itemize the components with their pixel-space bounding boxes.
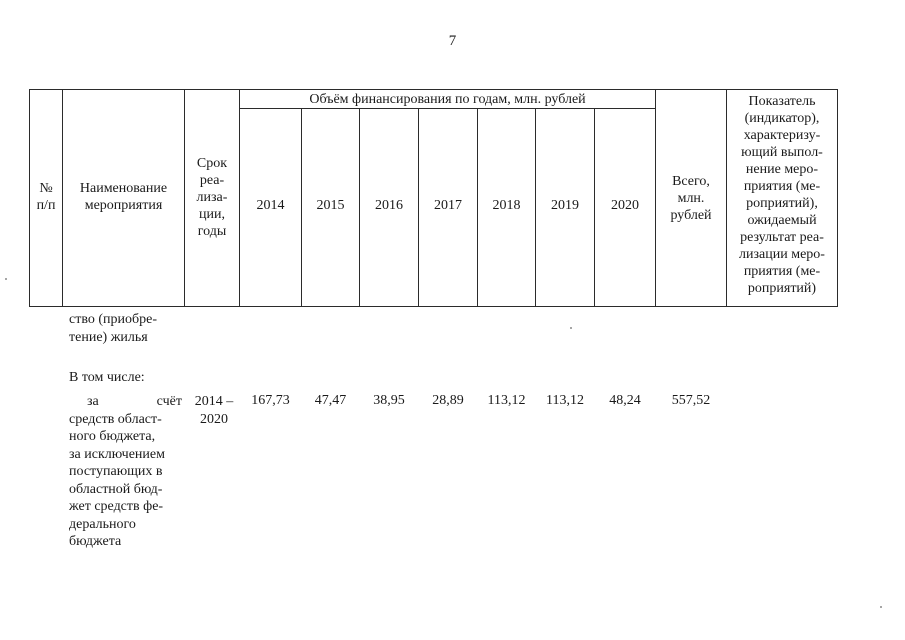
scan-speck <box>570 327 572 329</box>
row-name-line: дерального <box>69 516 136 532</box>
row-value: 28,89 <box>432 393 464 408</box>
row-term-line: 2020 <box>200 411 228 427</box>
row-term <box>188 393 240 428</box>
header-num <box>29 180 63 214</box>
header-total-line: рублей <box>670 208 712 223</box>
header-indicator-line: (индикатор), <box>744 111 820 126</box>
row-name-line: жет средств фе- <box>69 499 164 514</box>
header-term-line: ции, <box>199 207 225 222</box>
header-name <box>63 180 184 214</box>
header-indicator-line: лизации меро- <box>739 247 825 262</box>
row-name-line: бюджета <box>69 534 122 549</box>
row-name-line: средств област- <box>69 411 162 427</box>
header-indicator-line: Показатель <box>748 94 816 109</box>
row-value: 38,95 <box>373 393 405 408</box>
continuation-text <box>69 311 181 346</box>
header-indicator <box>727 93 837 297</box>
header-year: 2015 <box>316 198 345 213</box>
header-indicator-line: приятия (ме- <box>743 179 821 194</box>
header-indicator-line: нение меро- <box>745 162 819 177</box>
header-total-line: млн. <box>677 191 705 206</box>
page-number: 7 <box>448 33 457 49</box>
row-name-line: поступающих в <box>69 464 163 479</box>
header-name-line: мероприятия <box>84 198 163 213</box>
header-term <box>185 155 239 240</box>
header-indicator-line: результат реа- <box>740 230 824 245</box>
continuation-line: ство (приобре- <box>69 312 157 327</box>
header-funding-group: Объём финансирования по годам, млн. рублей <box>309 92 586 107</box>
header-indicator-line: роприятий) <box>747 281 817 296</box>
header-year: 2018 <box>492 198 521 213</box>
scan-speck <box>5 278 7 280</box>
scan-speck <box>880 606 882 608</box>
row-value: 113,12 <box>487 393 526 408</box>
header-indicator-line: ющий выпол- <box>741 145 823 160</box>
header-indicator-line: ожидаемый <box>747 213 817 228</box>
row-name-line: ного бюджета, <box>69 429 156 444</box>
header-total <box>656 173 726 224</box>
header-term-line: Срок <box>196 156 228 171</box>
row-value: 47,47 <box>314 393 347 408</box>
header-year: 2017 <box>434 198 462 213</box>
header-indicator-line: характеризу- <box>743 128 821 143</box>
row-name-line: за исключением <box>69 446 165 462</box>
header-term-line: лиза- <box>196 190 228 205</box>
header-year: 2016 <box>375 198 403 213</box>
subheading: В том числе: <box>69 370 145 385</box>
header-indicator-line: роприятий), <box>746 196 818 211</box>
header-year: 2019 <box>551 198 579 213</box>
header-term-line: реа- <box>199 173 225 188</box>
row-value: 167,73 <box>251 393 290 408</box>
row-value: 48,24 <box>609 393 641 408</box>
header-term-line: годы <box>197 224 227 239</box>
header-indicator-line: приятия (ме- <box>743 264 821 279</box>
header-num-line: № <box>39 181 53 196</box>
header-year: 2014 <box>256 198 285 213</box>
row-term-line: 2014 – <box>194 394 234 409</box>
row-total: 557,52 <box>671 393 711 408</box>
row-value: 113,12 <box>546 393 584 408</box>
row-name-line: за счёт <box>87 394 182 409</box>
continuation-line: тение) жилья <box>69 329 148 345</box>
row-name <box>69 393 182 551</box>
row-name-line: областной бюд- <box>69 481 163 497</box>
header-num-line: п/п <box>36 198 56 213</box>
header-year: 2020 <box>611 198 639 213</box>
header-name-line: Наименование <box>79 181 168 196</box>
header-total-line: Всего, <box>672 174 710 189</box>
